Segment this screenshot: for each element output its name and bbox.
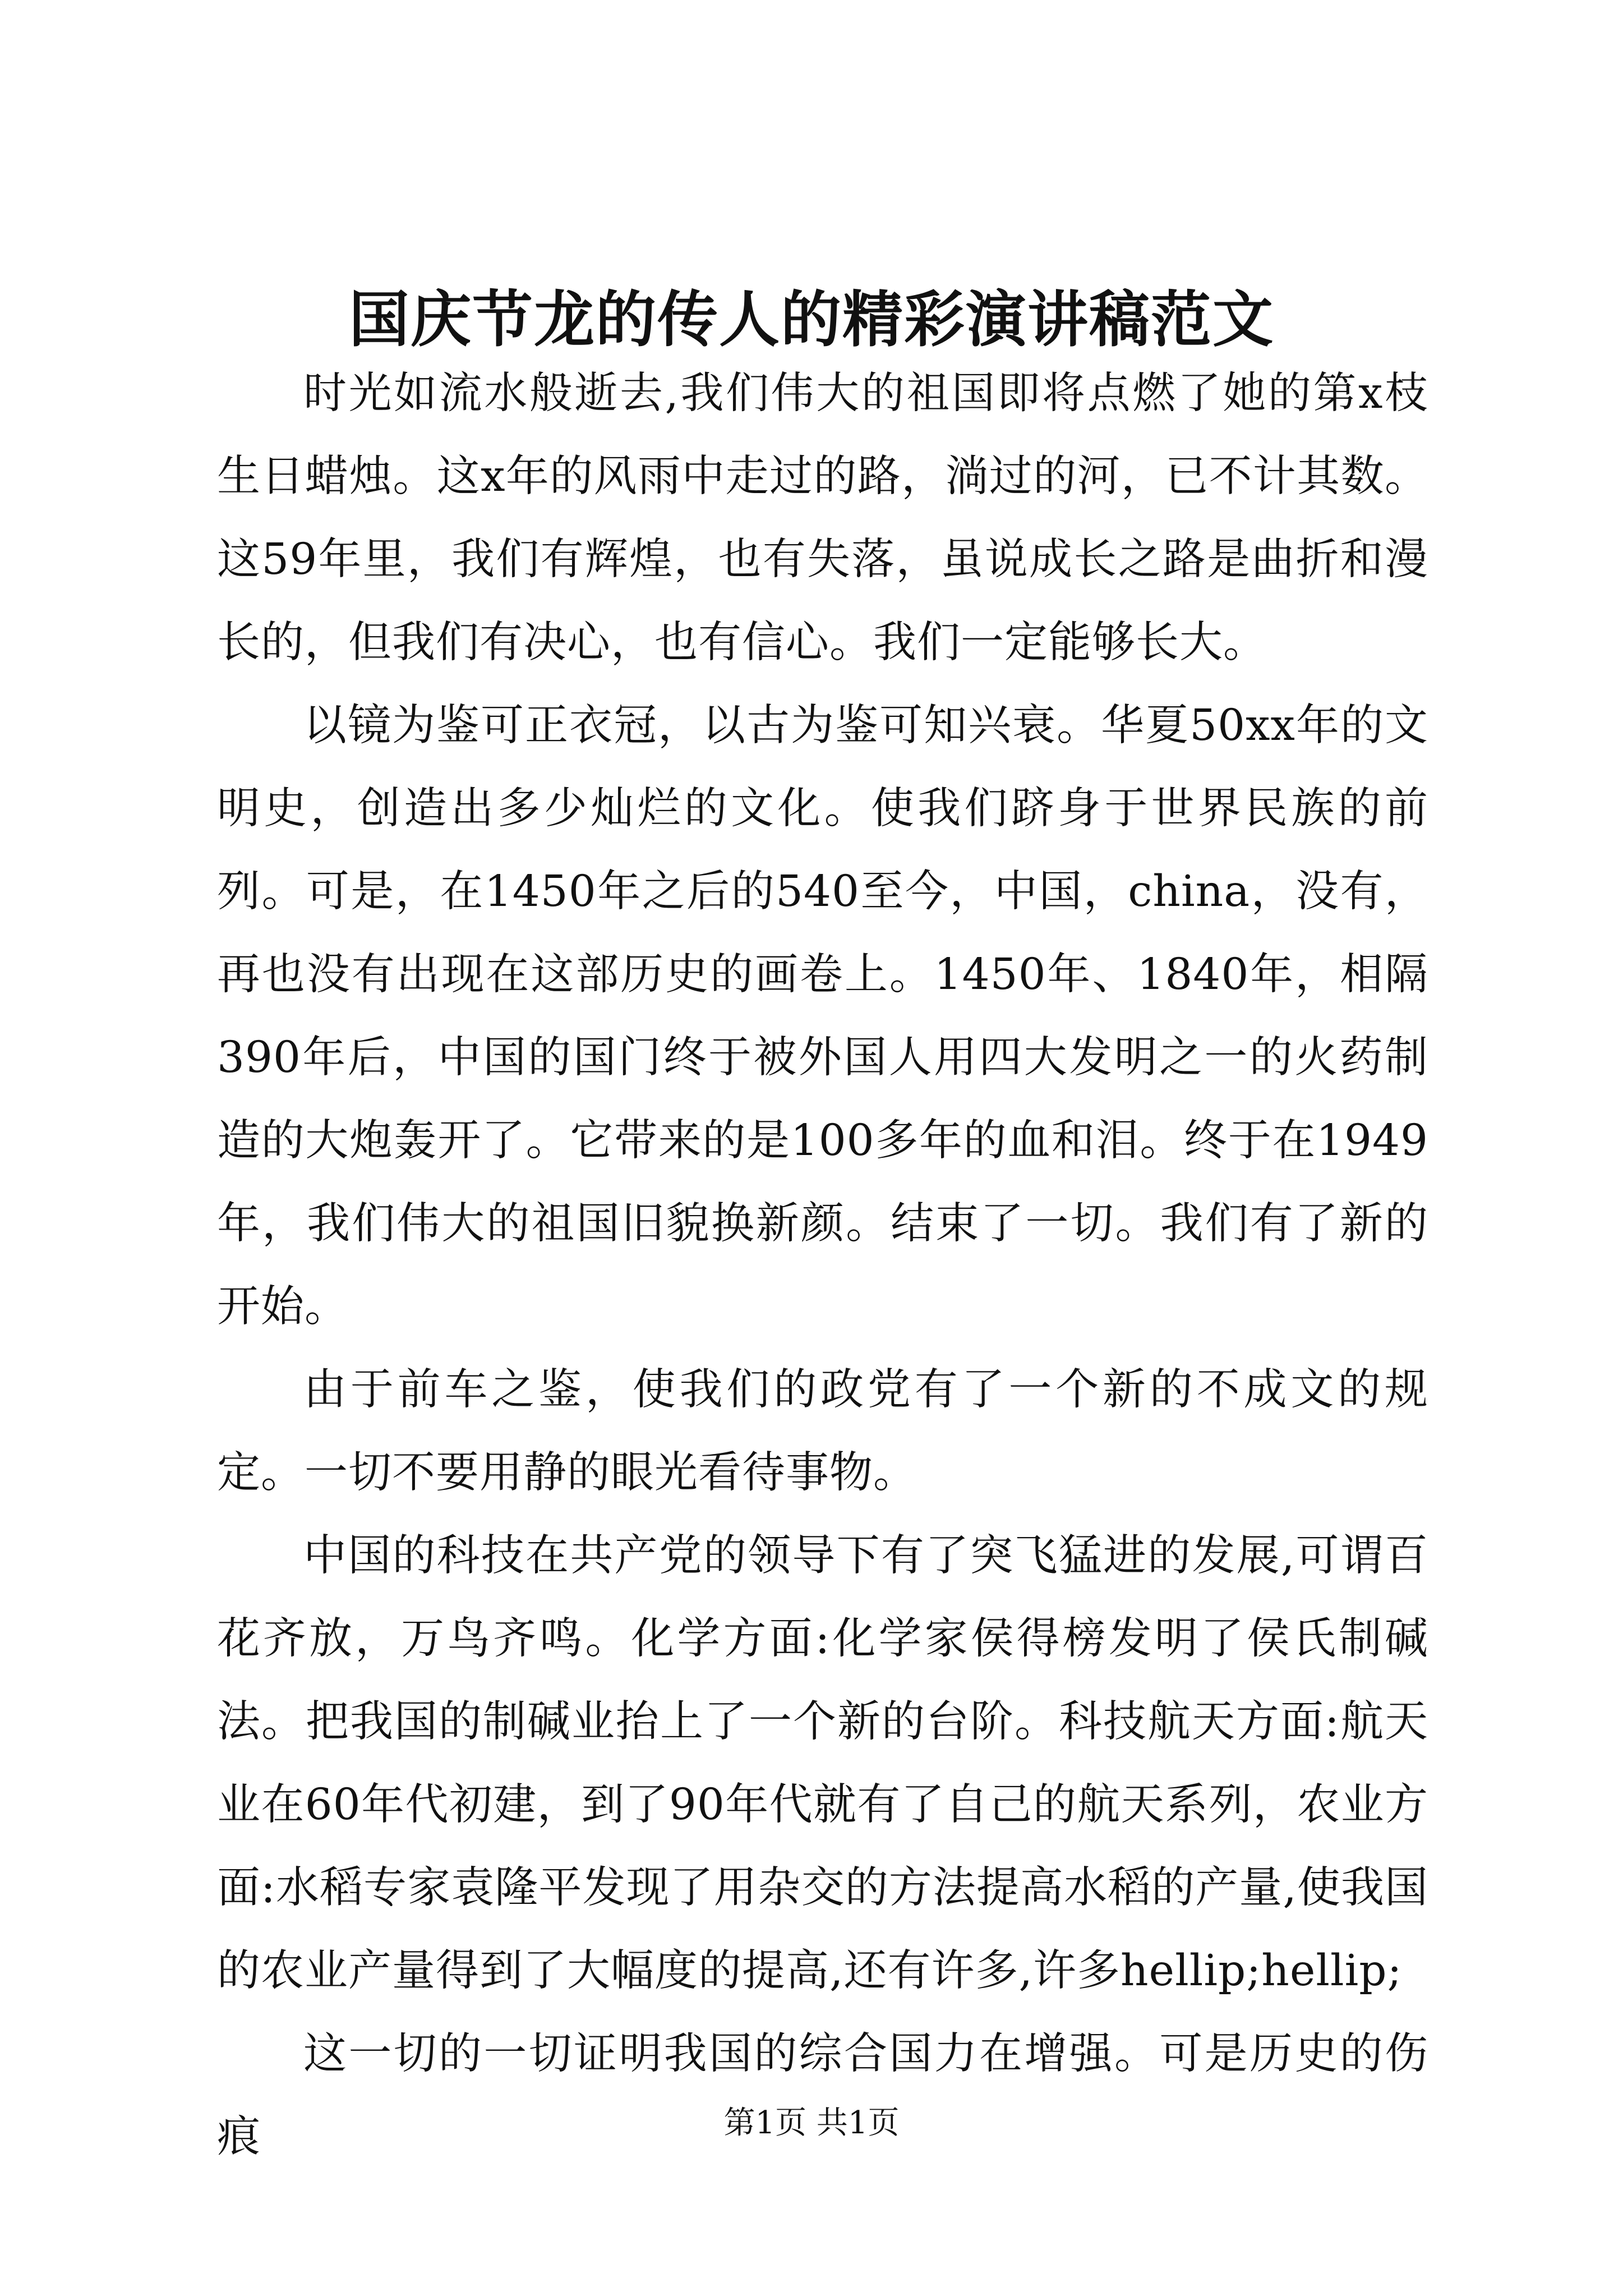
page-footer: 第1页 共1页: [723, 2105, 900, 2141]
paragraph-2: 以镜为鉴可正衣冠，以古为鉴可知兴衰。华夏50xx年的文明史，创造出多少灿烂的文化。使我们跻身于世界民族的前列。可是，在1450年之后的540至今，中国，china，没有，再也没有出现在这部历史的画卷上。1450年、1840年，相隔390年后，中国的国门终于被外国人用四大发明之一的火药制造的大炮轰开了。它带来的是100多年的血和泪。终于在1949年，我们伟大的祖国旧貌换新颜。结束了一切。我们有了新的开始。: [217, 701, 1428, 1332]
paragraph-3: 由于前车之鉴，使我们的政党有了一个新的不成文的规定。一切不要用静的眼光看待事物。: [217, 1365, 1428, 1498]
paragraph-4: 中国的科技在共产党的领导下有了突飞猛进的发展,可谓百花齐放，万鸟齐鸣。化学方面:化学家侯得榜发明了侯氏制碱法。把我国的制碱业抬上了一个新的台阶。科技航天方面:航天业在60年代初建，到了90年代就有了自己的航天系列，农业方面:水稻专家袁隆平发现了用杂交的方法提高水稻的产量,使我国的农业产量得到了大幅度的提高,还有许多,许多hellip;hellip;: [217, 1531, 1428, 1996]
document-body: [217, 352, 1428, 2179]
document-title: 国庆节龙的传人的精彩演讲稿范文: [348, 284, 1274, 355]
paragraph-1: 时光如流水般逝去,我们伟大的祖国即将点燃了她的第x枝生日蜡烛。这x年的风雨中走过的路，淌过的河，已不计其数。这59年里，我们有辉煌，也有失落，虽说成长之路是曲折和漫长的，但我们有决心，也有信心。我们一定能够长大。: [217, 369, 1428, 668]
paragraph-5: 这一切的一切证明我国的综合国力在增强。可是历史的伤痕: [217, 2029, 1428, 2162]
